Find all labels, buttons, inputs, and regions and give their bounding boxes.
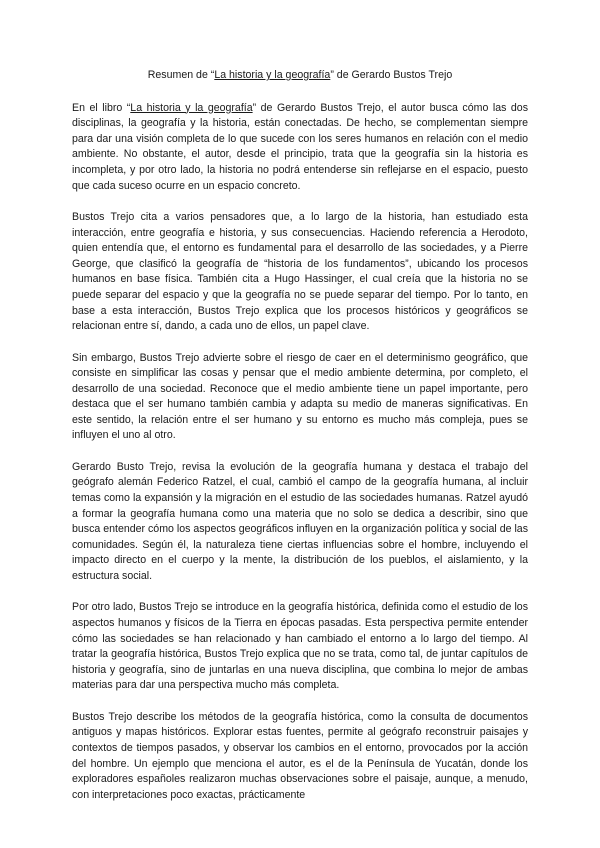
paragraph-1-book-name: La historia y la geografía — [130, 101, 253, 114]
paragraph-3: Sin embargo, Bustos Trejo advierte sobre el riesgo de caer en el determinismo geográfico, que consiste en simplificar las cosas y pensar que el medio ambiente determina, por completo, el desarrollo de una sociedad. Reconoce que el medio ambiente tiene un papel importante, pero destaca que el ser humano también cambia y adapta su medio de maneras significativas. En este sentido, la relación entre el ser humano y su entorno es mucho más compleja, pues se influyen el uno al otro. — [72, 351, 528, 442]
paragraph-6: Bustos Trejo describe los métodos de la geografía histórica, como la consulta de documentos antiguos y mapas históricos. Explorar estas fuentes, permite al geógrafo reconstruir paisajes y contextos de tiempos pasados, y observar los cambios en el entorno, provocados por la acción del hombre. Un ejemplo que menciona el autor, es el de la Península de Yucatán, donde los exploradores españoles realizaron muchas observaciones sobre el paisaje, aunque, a menudo, con interpretaciones poco exactas, prácticamente — [72, 710, 528, 801]
title-book-name: La historia y la geografía — [214, 69, 331, 81]
title-suffix: ” de Gerardo Bustos Trejo — [330, 69, 453, 81]
paragraph-1 — [72, 101, 528, 195]
document-title — [72, 68, 528, 84]
paragraph-1-rest: ” de Gerardo Bustos Trejo, el autor busca cómo las dos disciplinas, la geografía y la historia, están conectadas. De hecho, se complementan siempre para dar una visión completa de lo que sucede con los seres humanos en relación con el medio ambiente. No obstante, el autor, desde el principio, trata que la geografía sin la historia es incompleta, y por otro lado, la historia no podrá entenderse sin reflejarse en el espacio, puesto que cada suceso ocurre en un espacio concreto. — [72, 101, 528, 192]
paragraph-4: Gerardo Busto Trejo, revisa la evolución de la geografía humana y destaca el trabajo del geógrafo alemán Federico Ratzel, el cual, cambió el campo de la geografía humana, al incluir temas como la expansión y la migración en el estudio de las sociedades humanas. Ratzel ayudó a formar la geografía humana como una materia que no solo se dedica a describir, sino que busca entender cómo los aspectos geográficos influyen en la organización política y social de las comunidades. Según él, la naturaleza tiene ciertas influencias sobre el hombre, incluyendo el impacto directo en el cuerpo y la mente, la distribución de los pueblos, el aislamiento, y la estructura social. — [72, 460, 528, 583]
paragraph-1-prefix: En el libro “ — [72, 101, 131, 114]
paragraph-2: Bustos Trejo cita a varios pensadores que, a lo largo de la historia, han estudiado esta interacción, entre geografía e historia, y sus consecuencias. Haciendo referencia a Herodoto, quien entendía que, el entorno es fundamental para el desarrollo de las sociedades, y a Pierre George, que clasificó la geografía de “historia de los fundamentos”, ubicando los procesos humanos en base física. También cita a Hugo Hassinger, el cual creía que la historia no se puede separar del espacio y que la geografía no se puede separar del tiempo. Por lo tanto, en base a esta interacción, Bustos Trejo explica que los procesos históricos y geográficos se relacionan entre sí, dando, a cada uno de ellos, un papel clave. — [72, 210, 528, 333]
paragraph-5: Por otro lado, Bustos Trejo se introduce en la geografía histórica, definida como el estudio de los aspectos humanos y físicos de la Tierra en épocas pasadas. Esta perspectiva permite entender cómo las sociedades se han relacionado y han cambiado el entorno a lo largo del tiempo. Al tratar la geografía histórica, Bustos Trejo explica que no se trata, como tal, de juntar capítulos de historia y geografía, sino de juntarlas en una nueva disciplina, que combina lo mejor de ambas materias para dar una perspectiva mucho más completa. — [72, 601, 528, 692]
title-prefix: Resumen de “ — [147, 69, 215, 81]
